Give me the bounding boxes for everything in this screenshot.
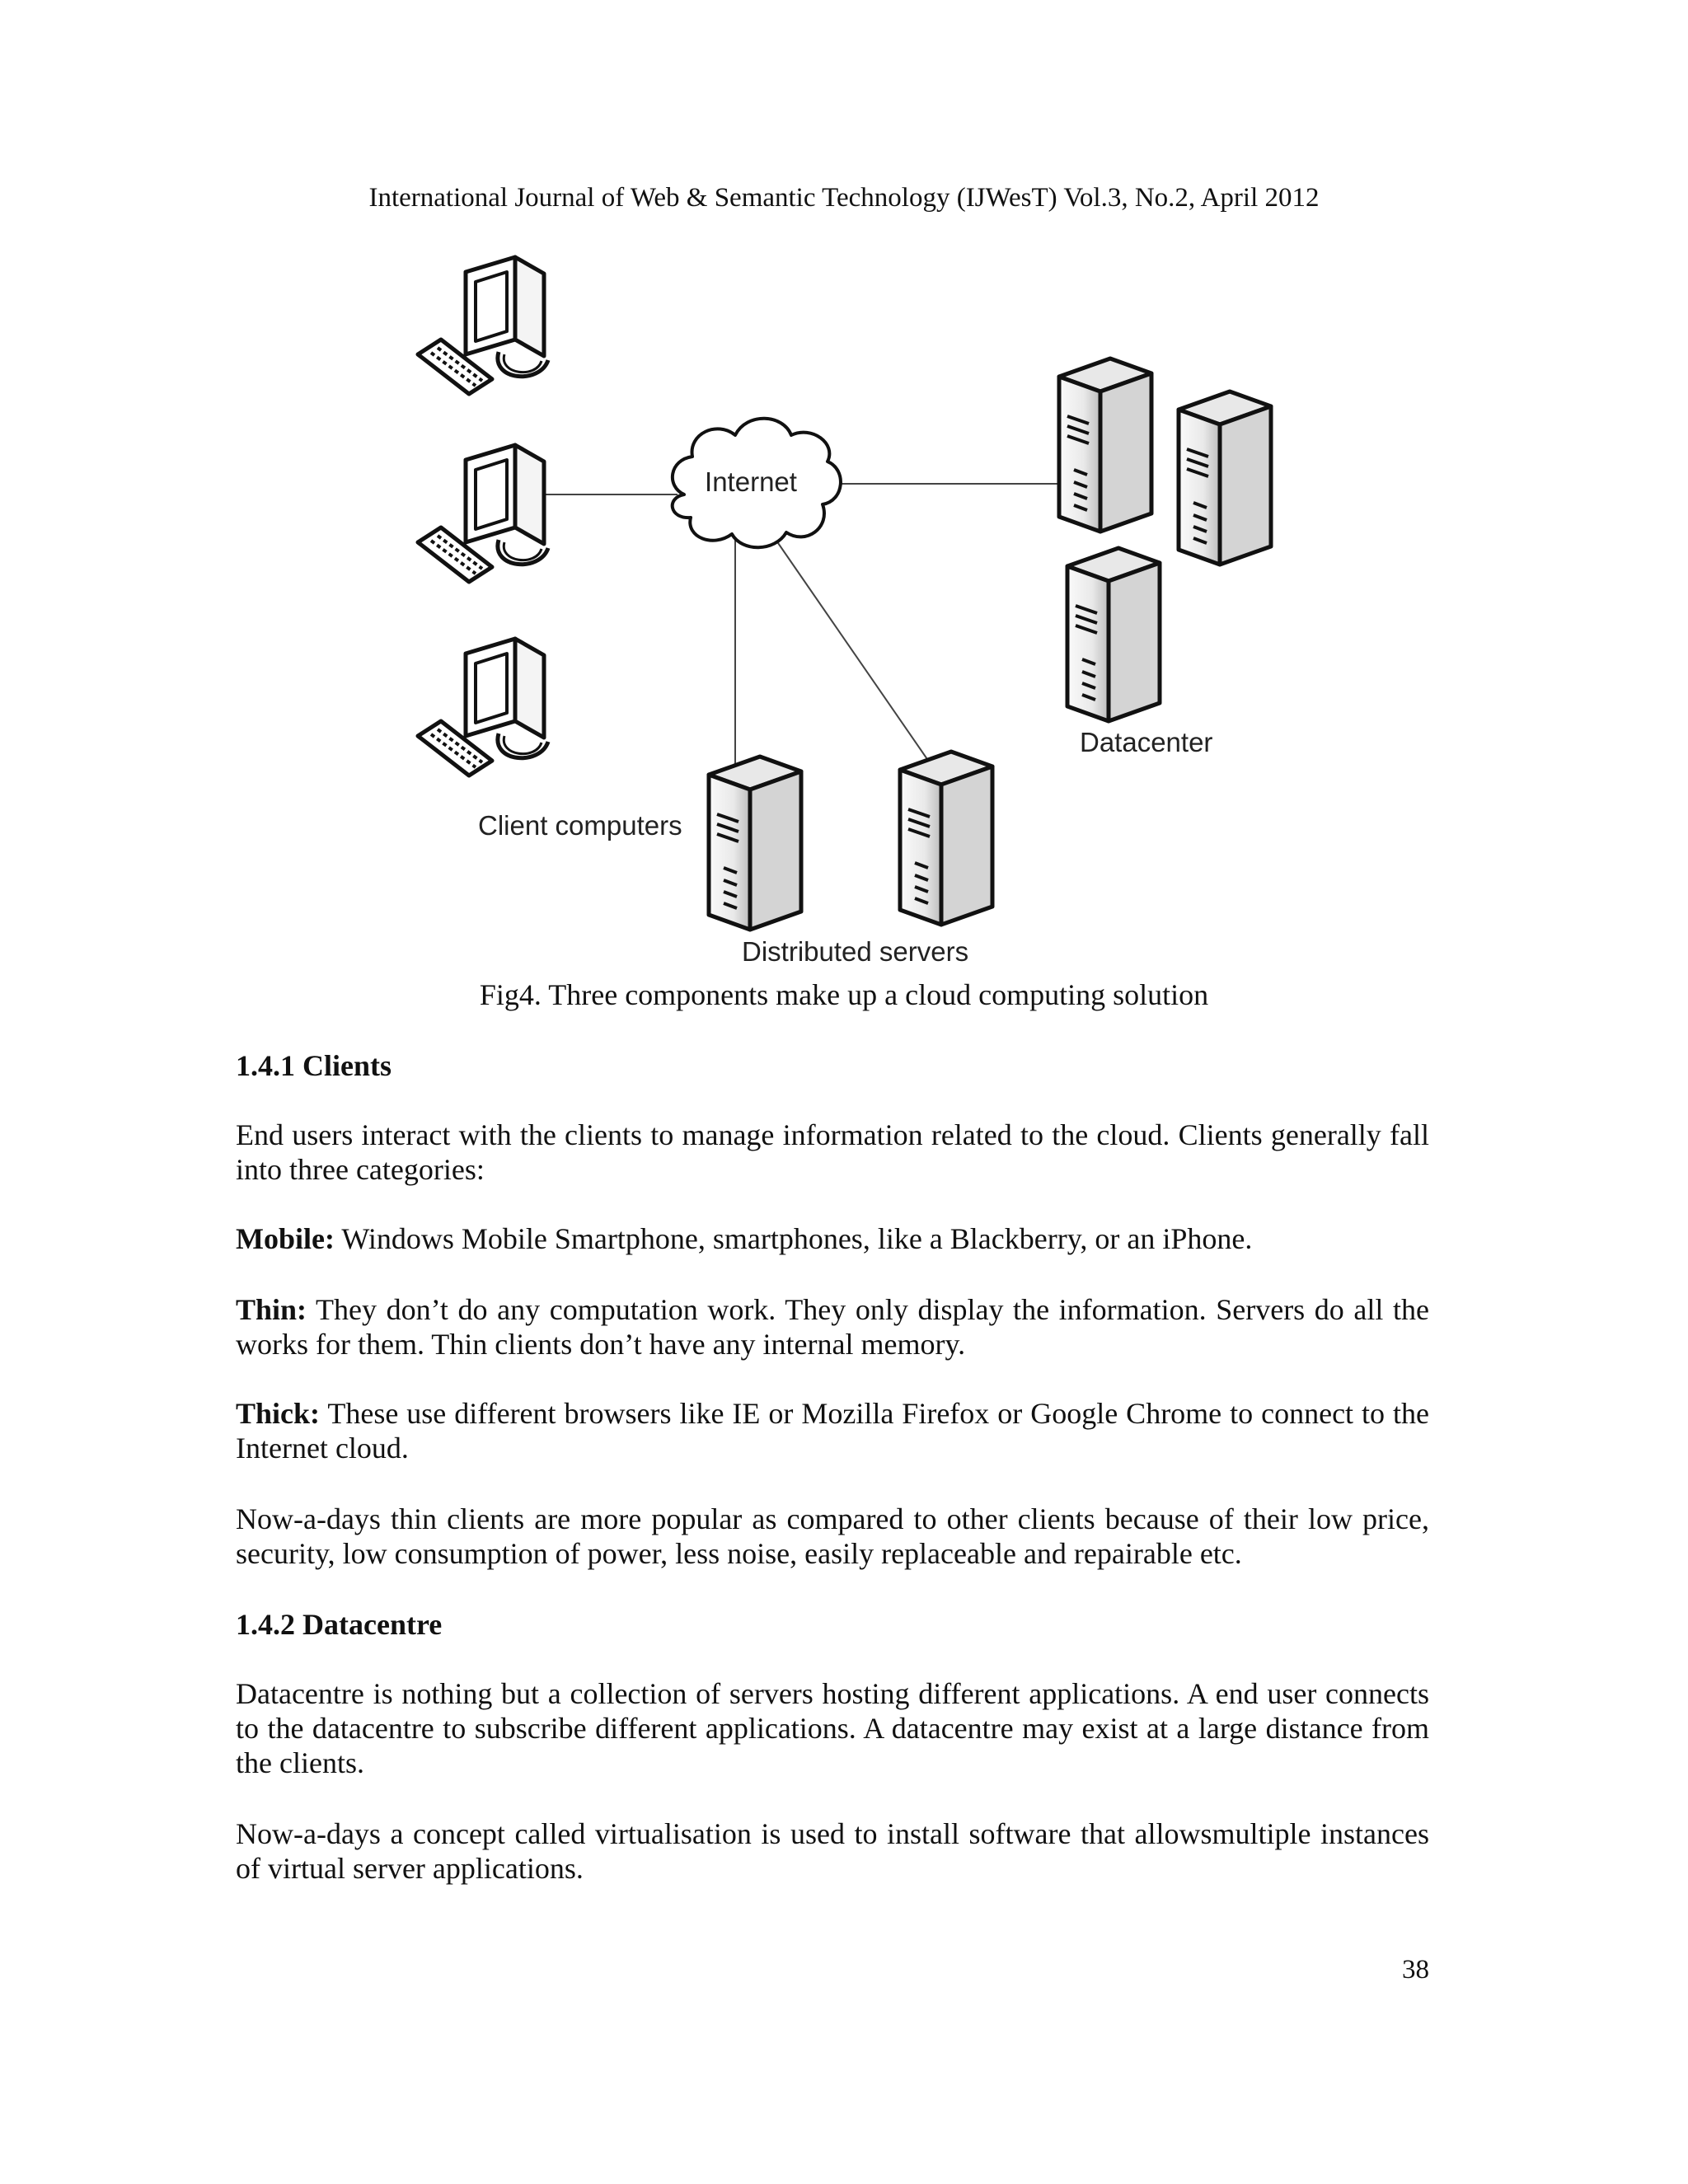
monitor-icon	[418, 639, 548, 776]
mobile-paragraph	[236, 1221, 1429, 1256]
thick-term: Thick:	[236, 1397, 321, 1430]
thin-term: Thin:	[236, 1293, 307, 1326]
virtualisation-paragraph: Now-a-days a concept called virtualisation is used to install software that allowsmultiple instances of virtual server applications.	[236, 1817, 1429, 1885]
cloud-diagram	[354, 239, 1343, 981]
distributed-servers-label: Distributed servers	[742, 936, 969, 967]
section-heading-clients: 1.4.1 Clients	[236, 1049, 392, 1082]
running-header: International Journal of Web & Semantic Technology (IJWesT) Vol.3, No.2, April 2012	[368, 183, 1320, 213]
figure-caption: Fig4. Three components make up a cloud computing solution	[479, 978, 1209, 1011]
nowadays-clients-paragraph: Now-a-days thin clients are more popular as compared to other clients because of their low price, security, low consumption of power, less noise, easily replaceable and repairable etc.	[236, 1502, 1429, 1570]
datacentre-paragraph: Datacentre is nothing but a collection of servers hosting different applications. A end user connects to the datacentre to subscribe different applications. A datacentre may exist at a large distance from the clients.	[236, 1677, 1429, 1779]
thick-paragraph	[236, 1396, 1429, 1465]
server-tower-icon	[1067, 548, 1160, 721]
section-heading-datacentre: 1.4.2 Datacentre	[236, 1608, 443, 1641]
mobile-term: Mobile:	[236, 1222, 335, 1255]
page-number: 38	[1402, 1955, 1429, 1985]
internet-label: Internet	[705, 466, 797, 497]
server-tower-icon	[1059, 359, 1151, 532]
clients-intro-paragraph: End users interact with the clients to manage information related to the cloud. Clients generally fall into three categories:	[236, 1118, 1429, 1186]
monitor-icon	[418, 445, 548, 582]
datacenter-label: Datacenter	[1080, 727, 1213, 757]
thin-text: They don’t do any computation work. They only display the information. Servers do all the works for them. Thin clients don’t have any internal memory.	[236, 1293, 1429, 1361]
server-tower-icon	[1179, 391, 1271, 565]
server-tower-icon	[900, 752, 992, 925]
thick-text: These use different browsers like IE or Mozilla Firefox or Google Chrome to connect to the Internet cloud.	[236, 1397, 1429, 1465]
thin-paragraph	[236, 1292, 1429, 1361]
server-tower-icon	[709, 757, 801, 930]
mobile-text: Windows Mobile Smartphone, smartphones, like a Blackberry, or an iPhone.	[334, 1222, 1253, 1255]
client-computers-label: Client computers	[478, 810, 682, 841]
monitor-icon	[418, 257, 548, 394]
